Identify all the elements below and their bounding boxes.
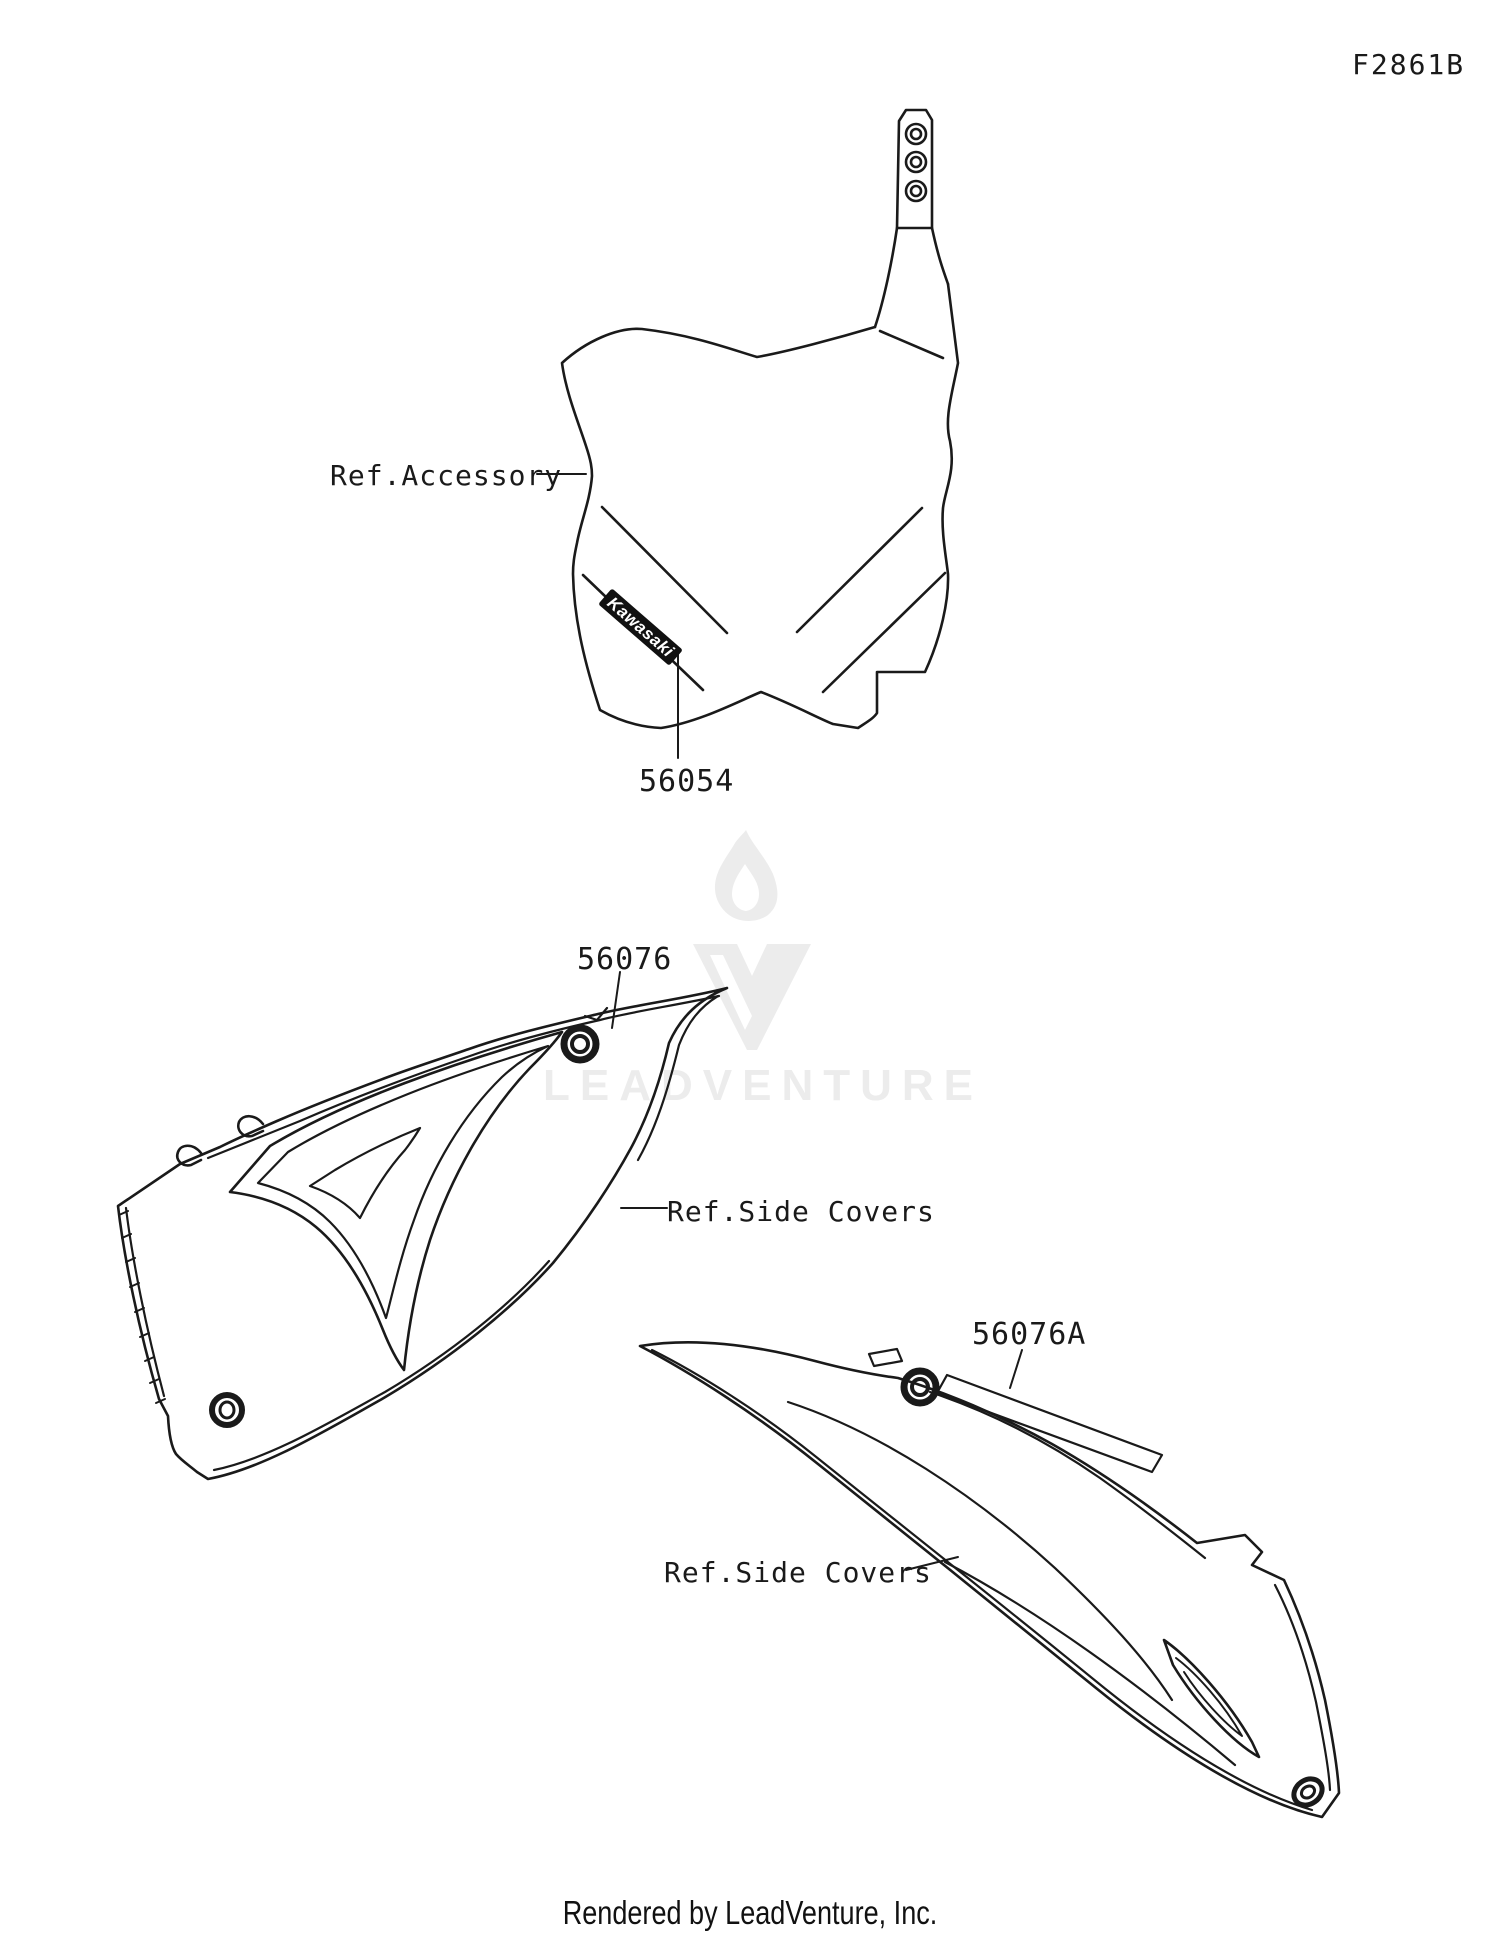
- part-number-56054[interactable]: 56054: [639, 764, 735, 799]
- plate-strut-left-edge: [875, 228, 897, 327]
- plate-chevron-right-2: [823, 573, 945, 692]
- right-cover-slot-outer: [1164, 1640, 1259, 1757]
- watermark-text: LEADVENTURE: [542, 1061, 984, 1110]
- part-56076a-leader-line: [1010, 1350, 1022, 1388]
- footer-caption: Rendered by LeadVenture, Inc.: [562, 1894, 938, 1931]
- left-cover-decal-arrow: [310, 1128, 420, 1218]
- left-cover-bolt-hole-inner: [220, 1402, 234, 1418]
- kawasaki-decal-text: Kawasaki: [603, 593, 678, 661]
- kawasaki-decal: [599, 589, 682, 665]
- bracket-hole-2-outer: [906, 152, 926, 172]
- left-cover-inner-bottom-edge: [214, 1261, 549, 1470]
- bracket-hole-1-inner: [911, 129, 921, 139]
- ref-side-covers-label-2: Ref.Side Covers: [664, 1556, 932, 1589]
- bracket-hole-2-inner: [911, 157, 921, 167]
- bracket-hole-3-inner: [911, 186, 921, 196]
- leadventure-flame-icon: [715, 830, 778, 921]
- ref-side-covers-label-1: Ref.Side Covers: [667, 1195, 935, 1228]
- left-cover-bolt-hole-outer: [212, 1395, 242, 1425]
- part-56076-leader-line: [612, 972, 620, 1028]
- left-cover-grommet-outer: [564, 1028, 596, 1060]
- right-cover-inner-ridge: [930, 1392, 1205, 1558]
- front-number-plate-drawing: [537, 110, 958, 758]
- right-cover-grommet-outer: [904, 1371, 936, 1403]
- right-cover-tip-grommet-inner: [1299, 1783, 1317, 1800]
- part-number-56076a[interactable]: 56076A: [972, 1317, 1087, 1352]
- plate-bracket: [897, 110, 932, 228]
- right-cover-decal-strip: [937, 1375, 1162, 1472]
- bracket-hole-3-outer: [906, 181, 926, 201]
- bracket-hole-1-outer: [906, 124, 926, 144]
- right-cover-crease-1: [788, 1402, 1172, 1700]
- plate-outline: [562, 284, 958, 728]
- right-cover-latch-bump: [869, 1349, 902, 1366]
- ref-accessory-label: Ref.Accessory: [330, 459, 563, 492]
- left-cover-grommet-inner: [572, 1036, 588, 1052]
- left-side-cover-drawing: [118, 972, 727, 1479]
- left-cover-inner-left-edge: [126, 1208, 164, 1396]
- part-number-56076[interactable]: 56076: [577, 942, 673, 977]
- figure-code: F2861B: [1352, 48, 1466, 81]
- plate-shoulder-line: [880, 331, 943, 358]
- plate-strut-right-edge: [932, 228, 948, 284]
- left-cover-decal-inner: [258, 1046, 548, 1318]
